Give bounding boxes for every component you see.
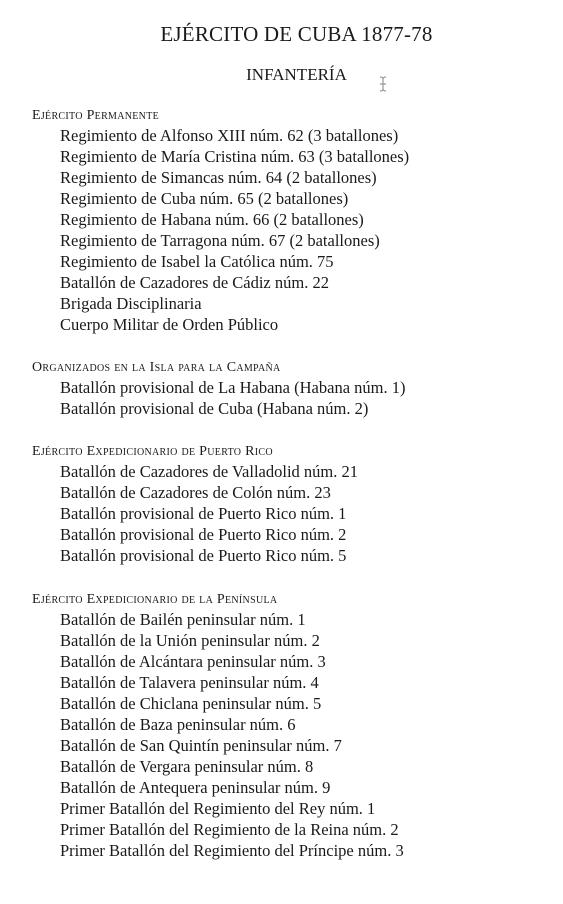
section-organizados-en-la-isla bbox=[0, 359, 563, 419]
list-item: Batallón de Cazadores de Colón núm. 23 bbox=[60, 483, 331, 502]
list-item: Batallón provisional de Cuba (Habana núm. 2) bbox=[60, 399, 369, 418]
list-item: Batallón de Cazadores de Valladolid núm. 21 bbox=[60, 462, 358, 481]
list-item: Batallón de Cazadores de Cádiz núm. 22 bbox=[60, 273, 329, 292]
list-item: Regimiento de Tarragona núm. 67 (2 batallones) bbox=[60, 231, 380, 250]
section-heading: Ejército Expedicionario de Puerto Rico bbox=[32, 444, 273, 459]
entry-list bbox=[0, 461, 563, 566]
section-expedicionario-puerto-rico bbox=[0, 443, 563, 566]
section-ejercito-permanente bbox=[0, 107, 563, 335]
list-item: Batallón de la Unión peninsular núm. 2 bbox=[60, 631, 320, 650]
section-heading: Ejército Expedicionario de la Península bbox=[32, 592, 278, 607]
list-item: Regimiento de Alfonso XIII núm. 62 (3 batallones) bbox=[60, 126, 399, 145]
section-heading: Organizados en la Isla para la Campaña bbox=[32, 360, 281, 375]
list-item: Batallón provisional de Puerto Rico núm. 1 bbox=[60, 504, 347, 523]
list-item: Batallón de Alcántara peninsular núm. 3 bbox=[60, 652, 326, 671]
list-item: Batallón de Baza peninsular núm. 6 bbox=[60, 715, 296, 734]
list-item: Regimiento de Habana núm. 66 (2 batallones) bbox=[60, 210, 364, 229]
list-item: Regimiento de Isabel la Católica núm. 75 bbox=[60, 252, 334, 271]
list-item: Cuerpo Militar de Orden Público bbox=[60, 315, 279, 334]
list-item: Regimiento de María Cristina núm. 63 (3 batallones) bbox=[60, 147, 410, 166]
list-item: Batallón de San Quintín peninsular núm. 7 bbox=[60, 736, 342, 755]
document-subtitle: INFANTERÍA bbox=[246, 65, 347, 84]
list-item: Batallón provisional de Puerto Rico núm. 2 bbox=[60, 525, 347, 544]
list-item: Primer Batallón del Regimiento del Rey núm. 1 bbox=[60, 799, 376, 818]
list-item: Batallón de Talavera peninsular núm. 4 bbox=[60, 673, 319, 692]
list-item: Primer Batallón del Regimiento de la Reina núm. 2 bbox=[60, 820, 399, 839]
list-item: Primer Batallón del Regimiento del Príncipe núm. 3 bbox=[60, 841, 404, 860]
section-heading: Ejército Permanente bbox=[32, 108, 160, 123]
list-item: Regimiento de Cuba núm. 65 (2 batallones) bbox=[60, 189, 349, 208]
entry-list bbox=[0, 125, 563, 335]
list-item: Batallón de Bailén peninsular núm. 1 bbox=[60, 610, 306, 629]
list-item: Batallón provisional de Puerto Rico núm. 5 bbox=[60, 546, 347, 565]
list-item: Batallón de Chiclana peninsular núm. 5 bbox=[60, 694, 322, 713]
list-item: Regimiento de Simancas núm. 64 (2 batallones) bbox=[60, 168, 377, 187]
list-item: Brigada Disciplinaria bbox=[60, 294, 202, 313]
entry-list bbox=[0, 377, 563, 419]
list-item: Batallón provisional de La Habana (Habana núm. 1) bbox=[60, 378, 406, 397]
list-item: Batallón de Antequera peninsular núm. 9 bbox=[60, 778, 331, 797]
entry-list bbox=[0, 609, 563, 861]
section-expedicionario-peninsula bbox=[0, 591, 563, 861]
document-title: EJÉRCITO DE CUBA 1877-78 bbox=[160, 22, 433, 46]
list-item: Batallón de Vergara peninsular núm. 8 bbox=[60, 757, 314, 776]
text-cursor-icon bbox=[376, 76, 390, 92]
